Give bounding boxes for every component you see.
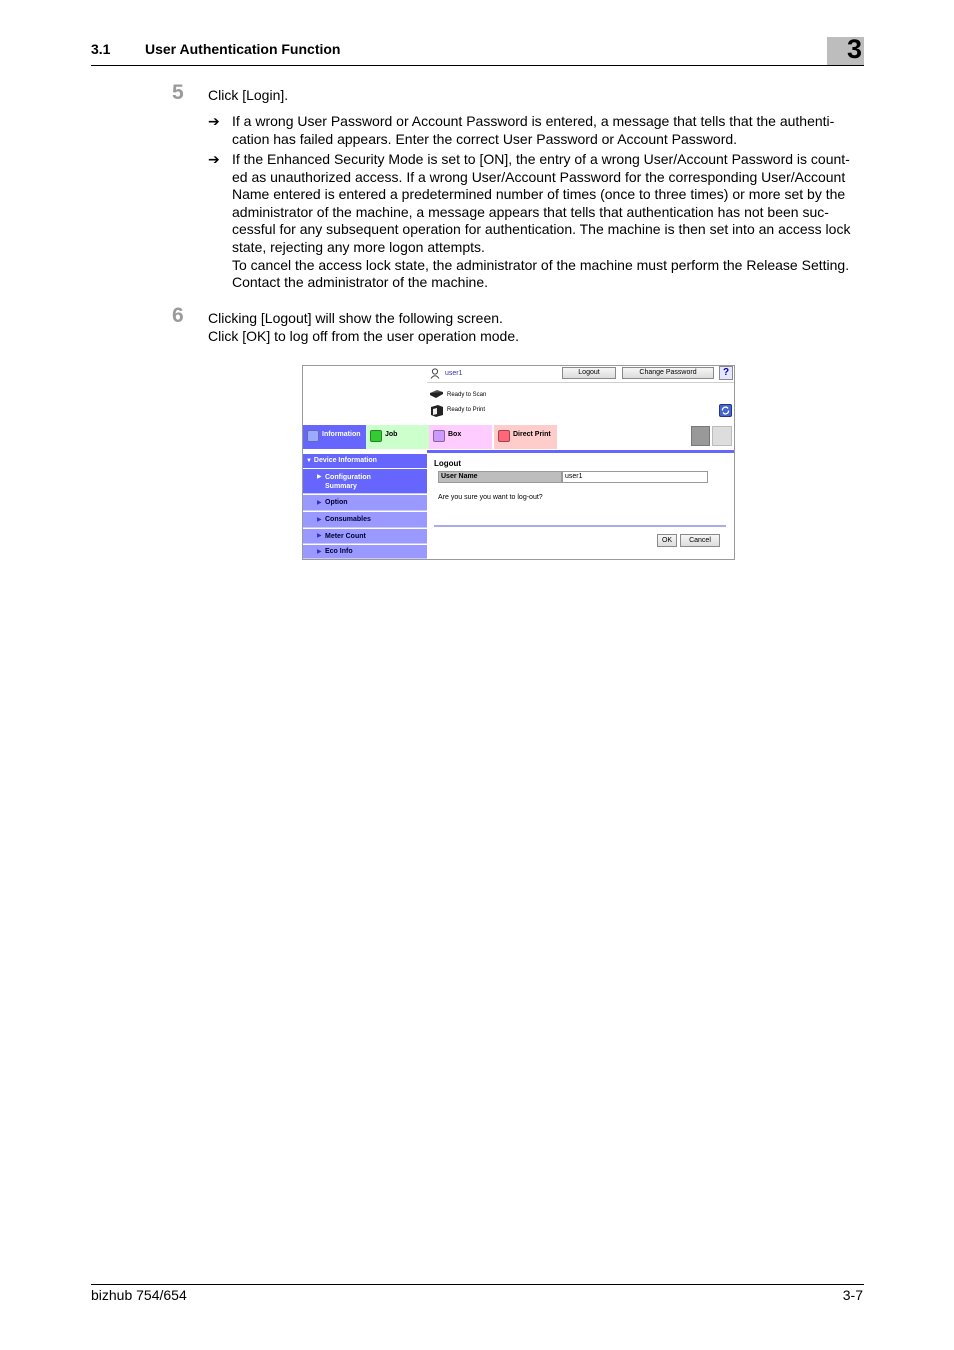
bullet-line: Name entered is entered a predetermined number of times (once to three times) or more set by the xyxy=(232,186,846,203)
triangle-icon: ▶ xyxy=(317,517,322,523)
bullet-line: cessful for any subsequent operation for authentication. The machine is then set into an access lock xyxy=(232,221,851,238)
panel-icon[interactable] xyxy=(712,426,732,446)
step-text xyxy=(208,310,519,345)
menu-item-consumables[interactable] xyxy=(303,512,427,528)
user-name-value: user1 xyxy=(562,471,708,483)
tab-direct-print[interactable] xyxy=(494,425,557,449)
refresh-icon[interactable] xyxy=(719,404,732,417)
triangle-icon: ▶ xyxy=(317,474,322,480)
user-name-display: user1 xyxy=(445,370,463,377)
step-line: Click [OK] to log off from the user operation mode. xyxy=(208,327,520,344)
section-number: 3.1 xyxy=(91,41,111,57)
menu-item-meter-count[interactable] xyxy=(303,529,427,544)
tab-label: Direct Print xyxy=(513,431,551,438)
status-scan: Ready to Scan xyxy=(447,392,487,398)
step-number: 5 xyxy=(172,81,184,104)
menu-header[interactable] xyxy=(303,454,427,468)
user-icon xyxy=(430,368,440,379)
menu-item-label: Eco Info xyxy=(325,548,353,555)
bullet-line: ed as unauthorized access. If a wrong User/Account Password for the corresponding User/Account xyxy=(232,168,846,185)
bullet-line: If a wrong User Password or Account Password is entered, a message that tells that the authenti- xyxy=(232,113,835,129)
logout-screen xyxy=(302,365,735,560)
job-icon xyxy=(370,430,382,442)
menu-item-label: Option xyxy=(325,499,348,506)
status-print: Ready to Print xyxy=(447,407,486,413)
help-button[interactable]: ? xyxy=(719,366,733,380)
tab-job[interactable] xyxy=(366,425,429,449)
caret-down-icon: ▼ xyxy=(306,458,312,464)
bullet-text xyxy=(232,113,864,148)
header-rule xyxy=(91,65,864,66)
arrow-icon: ➔ xyxy=(208,113,220,129)
information-icon xyxy=(307,430,319,442)
menu-item-label: Meter Count xyxy=(325,533,366,540)
step-number: 6 xyxy=(172,304,184,327)
change-password-button[interactable]: Change Password xyxy=(622,367,714,379)
menu-header-label: Device Information xyxy=(313,457,377,464)
menu-item-option[interactable] xyxy=(303,495,427,511)
chapter-number: 3 xyxy=(846,34,862,64)
footer-model: bizhub 754/654 xyxy=(91,1287,187,1303)
chapter-badge xyxy=(827,34,864,66)
tab-label: Information xyxy=(322,431,361,438)
printer-icon xyxy=(429,404,444,417)
box-icon xyxy=(433,430,445,442)
bullet-line: administrator of the machine, a message appears that tells that authentication has not been suc- xyxy=(232,203,829,220)
menu-item-label: Consumables xyxy=(325,516,371,523)
triangle-icon: ▶ xyxy=(317,533,322,539)
step-text: Click [Login]. xyxy=(208,87,289,103)
user-name-label: User Name xyxy=(438,471,562,483)
logout-button[interactable]: Logout xyxy=(562,367,616,379)
footer-page: 3-7 xyxy=(842,1287,863,1303)
bullet-text xyxy=(232,151,864,292)
bullet-line: state, rejecting any more logon attempts. xyxy=(232,238,485,255)
bullet-line: If the Enhanced Security Mode is set to [ON], the entry of a wrong User/Account Password is count- xyxy=(232,151,850,167)
bullet-line: To cancel the access lock state, the administrator of the machine must perform the Release Setting. xyxy=(232,256,850,273)
tab-label: Job xyxy=(385,431,398,438)
tab-underline xyxy=(427,450,734,453)
triangle-icon: ▶ xyxy=(317,500,322,506)
menu-item-label: Configuration Summary xyxy=(325,474,371,490)
section-title: User Authentication Function xyxy=(145,41,341,57)
bullet-line: Contact the administrator of the machine. xyxy=(232,274,489,291)
panel-title: Logout xyxy=(434,459,462,468)
bullet-line: cation has failed appears. Enter the correct User Password or Account Password. xyxy=(232,130,738,147)
arrow-icon: ➔ xyxy=(208,151,220,167)
ok-button[interactable]: OK xyxy=(657,534,677,547)
footer-rule xyxy=(91,1284,864,1285)
menu-item-eco-info[interactable] xyxy=(303,545,427,559)
tab-box[interactable] xyxy=(429,425,492,449)
direct-print-icon xyxy=(498,430,510,442)
scanner-icon xyxy=(429,389,444,398)
tab-information[interactable] xyxy=(303,425,366,449)
menu-item-configuration-summary[interactable] xyxy=(303,469,427,494)
triangle-icon: ▶ xyxy=(317,549,322,555)
confirm-text: Are you sure you want to log-out? xyxy=(438,494,543,501)
tab-label: Box xyxy=(448,431,462,438)
cancel-button[interactable]: Cancel xyxy=(680,534,720,547)
machine-icon[interactable] xyxy=(691,426,710,446)
panel-divider xyxy=(434,525,726,527)
step-line: Clicking [Logout] will show the following screen. xyxy=(208,310,503,326)
